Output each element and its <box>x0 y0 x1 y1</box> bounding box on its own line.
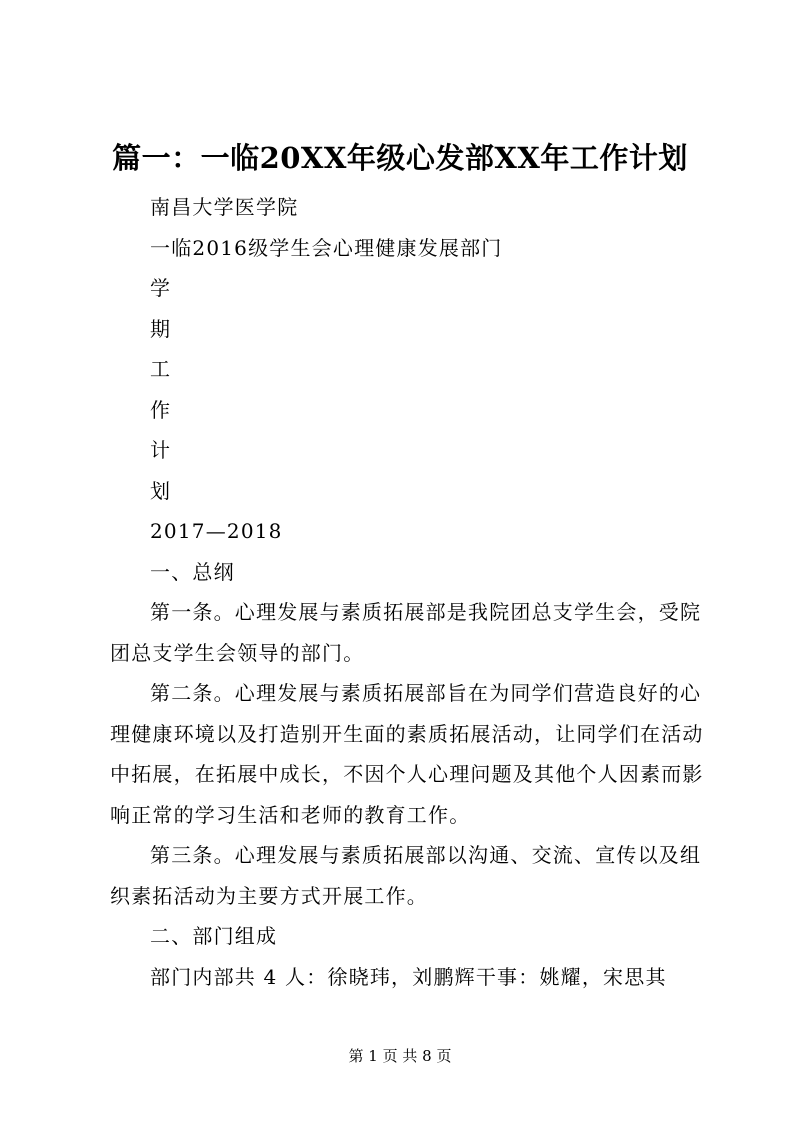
article-2-line-3: 中拓展，在拓展中成长，不因个人心理问题及其他个人因素而影 <box>110 762 704 786</box>
vertical-char-3: 工 <box>150 357 172 381</box>
document-body <box>110 187 704 997</box>
vertical-char-6: 划 <box>150 478 172 503</box>
section-heading-general: 一、总纲 <box>150 559 235 584</box>
section-heading-composition: 二、部门组成 <box>150 924 278 948</box>
years-line: 2017—2018 <box>150 519 283 543</box>
article-3-line-1: 第三条。心理发展与素质拓展部以沟通、交流、宣传以及组 <box>150 843 702 867</box>
document-title: 篇一：一临20XX年级心发部XX年工作计划 <box>112 141 688 175</box>
school-line: 南昌大学医学院 <box>150 195 299 219</box>
members-line: 部门内部共 4 人：徐晓玮，刘鹏辉干事：姚耀，宋思其 <box>150 964 667 989</box>
vertical-char-1: 学 <box>150 276 172 300</box>
vertical-char-2: 期 <box>150 316 172 341</box>
page-footer: 第 1 页 共 8 页 <box>348 1047 452 1065</box>
department-line: 一临2016级学生会心理健康发展部门 <box>150 235 503 260</box>
article-3-line-2: 织素拓活动为主要方式开展工作。 <box>110 883 428 908</box>
vertical-char-5: 计 <box>150 438 172 462</box>
vertical-char-4: 作 <box>150 397 172 422</box>
article-1-line-2: 团总支学生会领导的部门。 <box>110 640 365 665</box>
article-2-line-2: 理健康环境以及打造别开生面的素质拓展活动，让同学们在活动 <box>110 721 704 746</box>
article-2-line-4: 响正常的学习生活和老师的教育工作。 <box>110 802 471 827</box>
article-1-line-1: 第一条。心理发展与素质拓展部是我院团总支学生会，受院 <box>150 600 702 624</box>
article-2-line-1: 第二条。心理发展与素质拓展部旨在为同学们营造良好的心 <box>150 681 702 705</box>
